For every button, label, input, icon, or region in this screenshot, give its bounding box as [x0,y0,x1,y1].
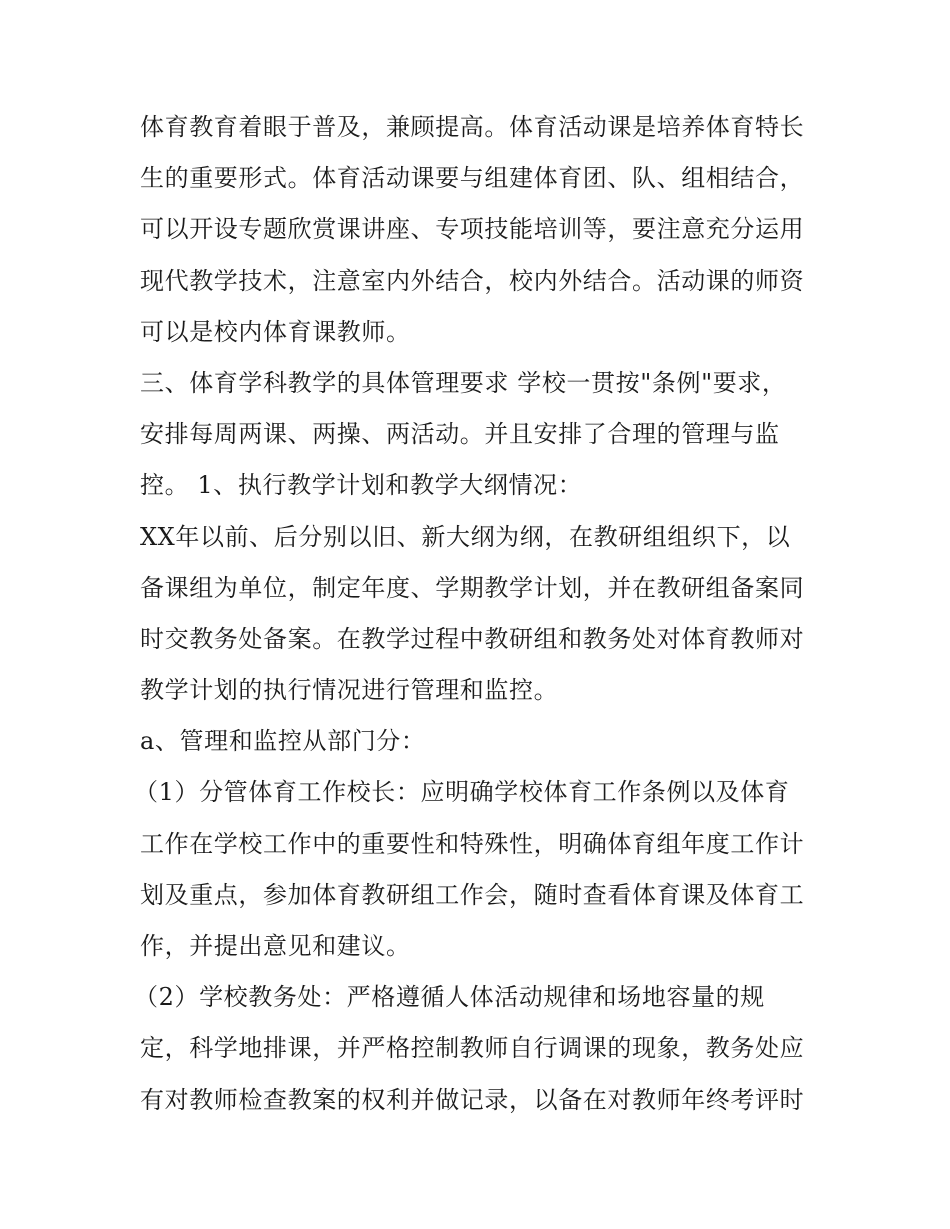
text-line: 体育教育着眼于普及，兼顾提高。体育活动课是培养体育特长 [140,113,805,141]
text-line: 现代教学技术，注意室内外结合，校内外结合。活动课的师资 [140,266,805,295]
text-line: 作，并提出意见和建议。 [140,932,411,960]
text-line: 控。 1、执行教学计划和教学大纲情况： [140,471,583,500]
list-item-line: （1）分管体育工作校长：应明确学校体育工作条例以及体育 [134,778,790,807]
text-line: 备课组为单位，制定年度、学期教学计划，并在教研组备案同 [140,573,805,602]
list-item-line: （2）学校教务处：严格遵循人体活动规律和场地容量的规 [134,983,765,1012]
text-line: 可以是校内体育课教师。 [140,317,411,346]
document-body [134,102,820,1126]
text-line: 安排每周两课、两操、两活动。并且安排了合理的管理与监 [140,420,780,449]
section-heading-line: 三、体育学科教学的具体管理要求 学校一贯按"条例"要求， [140,368,787,397]
text-line: 时交教务处备案。在教学过程中教研组和教务处对体育教师对 [140,624,805,653]
text-line: 工作在学校工作中的重要性和特殊性，明确体育组年度工作计 [140,829,805,858]
text-line: XX年以前、后分别以旧、新大纲为纲，在教研组组织下，以 [140,522,791,551]
subheading-line: a、管理和监控从部门分： [140,727,426,756]
text-line: 定，科学地排课，并严格控制教师自行调课的现象，教务处应 [140,1034,805,1063]
text-line: 划及重点，参加体育教研组工作会，随时查看体育课及体育工 [140,880,805,909]
text-line: 生的重要形式。体育活动课要与组建体育团、队、组相结合， [140,164,805,193]
text-line: 教学计划的执行情况进行管理和监控。 [140,676,559,705]
text-line: 可以开设专题欣赏课讲座、专项技能培训等，要注意充分运用 [140,215,805,244]
text-line: 有对教师检查教案的权利并做记录，以备在对教师年终考评时 [140,1085,805,1114]
